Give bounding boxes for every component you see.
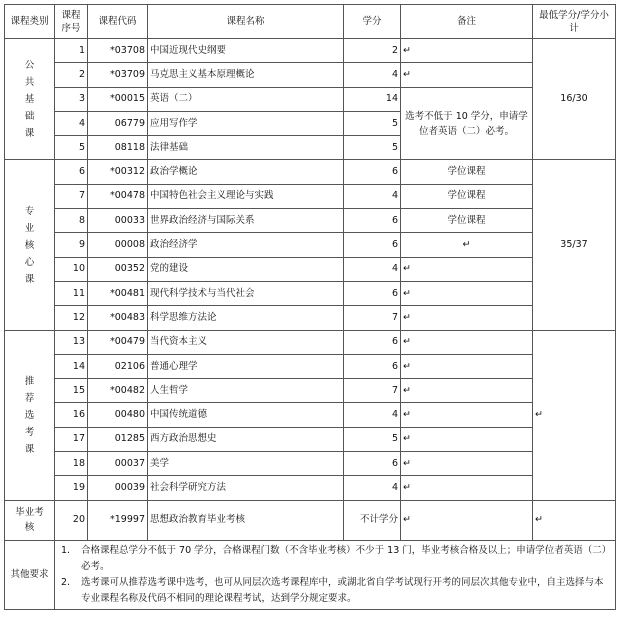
requirement-item [61, 575, 609, 607]
credit-cell: 7 [344, 379, 401, 403]
remark-cell: ↵ [401, 476, 533, 500]
subtotal-cell [533, 330, 616, 500]
seq-cell: 8 [55, 209, 88, 233]
table-row [5, 330, 616, 354]
table-row [5, 306, 616, 330]
code-cell: 08118 [88, 136, 148, 160]
seq-cell: 3 [55, 87, 88, 111]
table-row [5, 209, 616, 233]
subtotal-value: ↵ [535, 409, 543, 421]
table-row [5, 452, 616, 476]
code-cell: *00478 [88, 184, 148, 208]
curriculum-table [4, 4, 616, 610]
code-cell: 00039 [88, 476, 148, 500]
course-name-cell: 当代资本主义 [148, 330, 344, 354]
remark-cell: 学位课程 [401, 160, 533, 184]
code-cell: 00480 [88, 403, 148, 427]
table-row [5, 403, 616, 427]
header-remark: 备注 [401, 5, 533, 39]
remark-cell: ↵ [401, 330, 533, 354]
table-row [5, 427, 616, 451]
course-name-cell: 应用写作学 [148, 111, 344, 135]
category-cell [5, 330, 55, 500]
remark-cell: ↵ [401, 452, 533, 476]
subtotal-cell [533, 39, 616, 160]
course-name-cell: 中国传统道德 [148, 403, 344, 427]
course-name-cell: 社会科学研究方法 [148, 476, 344, 500]
course-name-cell: 政治学概论 [148, 160, 344, 184]
category-label: 毕业考核 [15, 507, 44, 534]
code-cell: *00479 [88, 330, 148, 354]
course-name-cell: 政治经济学 [148, 233, 344, 257]
seq-cell: 18 [55, 452, 88, 476]
seq-cell: 9 [55, 233, 88, 257]
requirement-number: 2. [61, 576, 71, 588]
category-cell [5, 500, 55, 540]
requirement-item [61, 543, 609, 575]
course-name-cell: 科学思维方法论 [148, 306, 344, 330]
subtotal-value: 16/30 [560, 93, 588, 105]
header-min-credit: 最低学分/学分小计 [533, 5, 616, 39]
subtotal-cell [533, 160, 616, 330]
code-cell: 00008 [88, 233, 148, 257]
seq-cell: 1 [55, 39, 88, 63]
credit-cell: 4 [344, 184, 401, 208]
code-cell: *03708 [88, 39, 148, 63]
header-code: 课程代码 [88, 5, 148, 39]
seq-cell: 5 [55, 136, 88, 160]
code-cell: 00033 [88, 209, 148, 233]
remark-cell: ↵ [401, 500, 533, 540]
remark-cell: ↵ [401, 379, 533, 403]
remark-cell: ↵ [401, 39, 533, 63]
credit-cell: 4 [344, 257, 401, 281]
remark-cell: 学位课程 [401, 184, 533, 208]
category-cell [5, 160, 55, 330]
remark-cell: 选考不低于 10 学分，申请学位者英语（二）必考。 [401, 87, 533, 160]
course-name-cell: 中国近现代史纲要 [148, 39, 344, 63]
course-name-cell: 西方政治思想史 [148, 427, 344, 451]
code-cell: 02106 [88, 354, 148, 378]
credit-cell: 7 [344, 306, 401, 330]
category-label: 专业核心课 [24, 205, 35, 285]
credit-cell: 2 [344, 39, 401, 63]
seq-cell: 16 [55, 403, 88, 427]
header-seq: 课程序号 [55, 5, 88, 39]
remark-cell: 学位课程 [401, 209, 533, 233]
remark-cell: ↵ [401, 257, 533, 281]
credit-cell: 6 [344, 209, 401, 233]
credit-cell: 6 [344, 354, 401, 378]
seq-cell: 6 [55, 160, 88, 184]
table-row [5, 87, 616, 111]
code-cell: 00352 [88, 257, 148, 281]
seq-cell: 7 [55, 184, 88, 208]
seq-cell: 20 [55, 500, 88, 540]
remark-cell: ↵ [401, 233, 533, 257]
category-label: 公共基础课 [24, 59, 35, 139]
code-cell: *19997 [88, 500, 148, 540]
course-name-cell: 普通心理学 [148, 354, 344, 378]
table-row [5, 354, 616, 378]
seq-cell: 19 [55, 476, 88, 500]
table-row [5, 39, 616, 63]
table-row [5, 160, 616, 184]
table-row [5, 379, 616, 403]
code-cell: *00483 [88, 306, 148, 330]
seq-cell: 12 [55, 306, 88, 330]
code-cell: *00482 [88, 379, 148, 403]
course-name-cell: 现代科学技术与当代社会 [148, 281, 344, 305]
seq-cell: 15 [55, 379, 88, 403]
course-name-cell: 美学 [148, 452, 344, 476]
remark-cell: ↵ [401, 403, 533, 427]
table-row [5, 500, 616, 540]
category-cell [5, 39, 55, 160]
code-cell: 06779 [88, 111, 148, 135]
remark-cell: ↵ [401, 281, 533, 305]
header-row [5, 5, 616, 39]
category-label: 推荐选考课 [24, 375, 35, 455]
remark-cell: ↵ [401, 354, 533, 378]
course-name-cell: 党的建设 [148, 257, 344, 281]
credit-cell: 6 [344, 330, 401, 354]
table-row [5, 476, 616, 500]
table-row [5, 257, 616, 281]
credit-cell: 5 [344, 427, 401, 451]
other-label: 其他要求 [5, 540, 55, 609]
course-name-cell: 英语（二） [148, 87, 344, 111]
course-name-cell: 人生哲学 [148, 379, 344, 403]
course-name-cell: 思想政治教育毕业考核 [148, 500, 344, 540]
code-cell: 00037 [88, 452, 148, 476]
credit-cell: 4 [344, 403, 401, 427]
credit-cell: 14 [344, 87, 401, 111]
subtotal-value: ↵ [535, 514, 543, 526]
seq-cell: 2 [55, 63, 88, 87]
subtotal-value: 35/37 [560, 239, 588, 251]
remark-cell: ↵ [401, 427, 533, 451]
table-row [5, 63, 616, 87]
header-name: 课程名称 [148, 5, 344, 39]
seq-cell: 4 [55, 111, 88, 135]
table-row [5, 281, 616, 305]
code-cell: *03709 [88, 63, 148, 87]
code-cell: *00015 [88, 87, 148, 111]
requirement-text: 选考课可从推荐选考课中选考，也可从同层次选考课程库中，或湖北省自学考试现行开考的同层次其他专业中，自主选择与本专业课程名称及代码不相同的理论课程考试，达到学分规定要求。 [81, 576, 604, 604]
credit-cell: 4 [344, 476, 401, 500]
requirement-text: 合格课程总学分不低于 70 学分，合格课程门数（不含毕业考核）不少于 13 门，毕业考核合格及以上；申请学位者英语（二）必考。 [81, 544, 607, 572]
header-credit: 学分 [344, 5, 401, 39]
seq-cell: 11 [55, 281, 88, 305]
seq-cell: 13 [55, 330, 88, 354]
credit-cell: 6 [344, 281, 401, 305]
remark-cell: ↵ [401, 306, 533, 330]
credit-cell: 6 [344, 452, 401, 476]
other-content [55, 540, 616, 609]
requirement-number: 1. [61, 544, 71, 556]
code-cell: *00312 [88, 160, 148, 184]
course-name-cell: 马克思主义基本原理概论 [148, 63, 344, 87]
credit-cell: 5 [344, 111, 401, 135]
course-name-cell: 法律基础 [148, 136, 344, 160]
header-category: 课程类别 [5, 5, 55, 39]
seq-cell: 10 [55, 257, 88, 281]
course-name-cell: 中国特色社会主义理论与实践 [148, 184, 344, 208]
credit-cell: 4 [344, 63, 401, 87]
table-row [5, 184, 616, 208]
seq-cell: 14 [55, 354, 88, 378]
credit-cell: 6 [344, 233, 401, 257]
other-requirements-row [5, 540, 616, 609]
credit-cell: 不计学分 [344, 500, 401, 540]
seq-cell: 17 [55, 427, 88, 451]
table-row [5, 233, 616, 257]
code-cell: *00481 [88, 281, 148, 305]
credit-cell: 5 [344, 136, 401, 160]
course-name-cell: 世界政治经济与国际关系 [148, 209, 344, 233]
remark-cell: ↵ [401, 63, 533, 87]
subtotal-cell [533, 500, 616, 540]
credit-cell: 6 [344, 160, 401, 184]
code-cell: 01285 [88, 427, 148, 451]
